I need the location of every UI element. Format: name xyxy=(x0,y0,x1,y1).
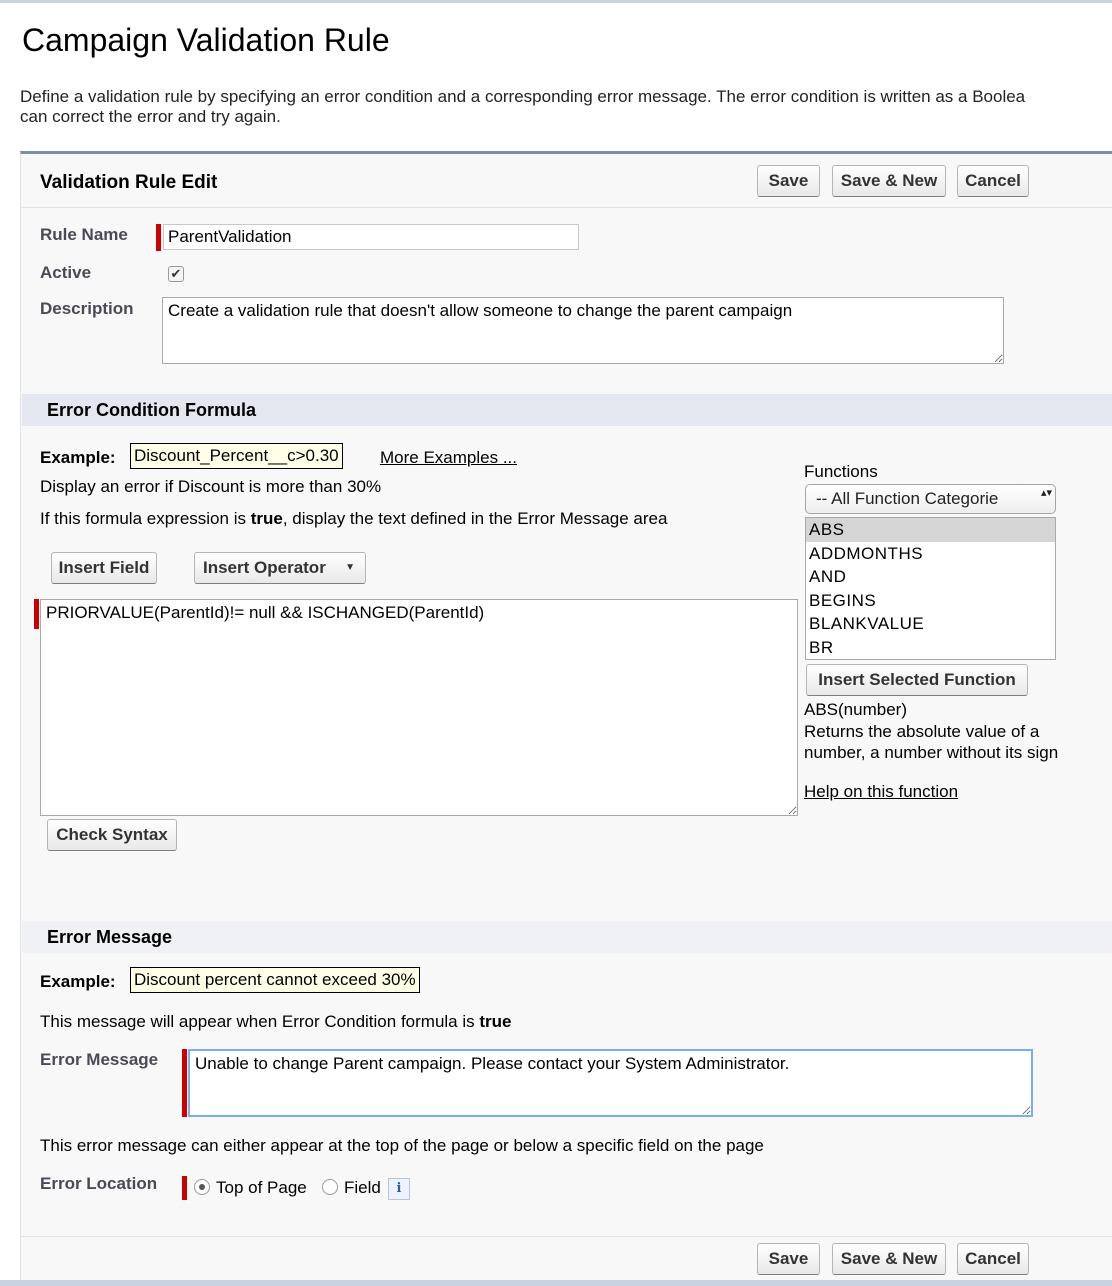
error-message-label: Error Message xyxy=(40,1050,159,1069)
error-message-required-indicator xyxy=(182,1049,187,1117)
top-border xyxy=(0,0,1112,3)
error-location-required-indicator xyxy=(182,1176,187,1200)
formula-explanation-true: true xyxy=(250,509,283,528)
message-example-value: Discount percent cannot exceed 30% xyxy=(130,967,420,993)
page-description-line-1: Define a validation rule by specifying an error condition and a corresponding error message. The error condition is written as a Boolea xyxy=(20,87,1026,106)
cancel-button-bottom[interactable]: Cancel xyxy=(957,1243,1029,1275)
field-option-label[interactable]: Field xyxy=(344,1178,381,1197)
active-label: Active xyxy=(40,263,92,282)
function-option-abs[interactable]: ABS xyxy=(806,518,1055,542)
error-condition-section-header xyxy=(22,394,1112,426)
save-and-new-button-bottom[interactable]: Save & New xyxy=(832,1243,946,1275)
bottom-border xyxy=(0,1280,1112,1286)
help-on-function-link[interactable]: Help on this function xyxy=(804,782,959,801)
function-option-blankvalue[interactable]: BLANKVALUE xyxy=(809,614,925,633)
error-message-textarea[interactable] xyxy=(188,1049,1033,1117)
rule-name-label: Rule Name xyxy=(40,225,128,244)
select-arrows-icon: ▴▾ xyxy=(1041,487,1053,499)
error-location-label: Error Location xyxy=(40,1174,158,1193)
function-option-and[interactable]: AND xyxy=(809,567,847,586)
description-label: Description xyxy=(40,299,134,318)
info-icon[interactable]: i xyxy=(388,1178,410,1200)
rule-name-input[interactable] xyxy=(163,224,579,250)
message-info xyxy=(40,1012,511,1032)
save-button-top[interactable]: Save xyxy=(757,165,820,197)
formula-required-indicator xyxy=(34,599,39,629)
save-and-new-button-top[interactable]: Save & New xyxy=(832,165,946,197)
message-info-prefix: This message will appear when Error Condition formula is xyxy=(40,1012,480,1031)
field-radio[interactable] xyxy=(322,1179,338,1195)
more-examples-link[interactable]: More Examples ... xyxy=(380,448,517,467)
top-of-page-radio[interactable] xyxy=(194,1179,210,1195)
validation-rule-edit-panel xyxy=(20,151,1112,1280)
formula-example-description: Display an error if Discount is more than 30% xyxy=(40,477,382,496)
message-info-true: true xyxy=(479,1012,512,1031)
function-description-line-2: number, a number without its sign xyxy=(804,743,1059,762)
insert-operator-button[interactable] xyxy=(194,552,366,584)
description-textarea[interactable] xyxy=(162,297,1004,364)
error-location-info: This error message can either appear at the top of the page or below a specific field on the page xyxy=(40,1136,764,1155)
function-description-line-1: Returns the absolute value of a xyxy=(804,722,1040,741)
required-indicator xyxy=(156,224,161,251)
functions-listbox[interactable] xyxy=(805,517,1056,660)
page-description-line-2: can correct the error and try again. xyxy=(20,107,281,126)
function-option-begins[interactable]: BEGINS xyxy=(809,590,877,610)
error-message-section-header xyxy=(22,921,1112,953)
function-option-addmonths[interactable]: ADDMONTHS xyxy=(809,543,924,563)
panel-title: Validation Rule Edit xyxy=(40,172,218,193)
error-condition-section-title: Error Condition Formula xyxy=(47,400,256,420)
insert-selected-function-button[interactable]: Insert Selected Function xyxy=(806,664,1028,696)
formula-explanation-suffix: , display the text defined in the Error Message area xyxy=(282,509,668,528)
message-example-label: Example: xyxy=(40,972,116,991)
formula-example-label: Example: xyxy=(40,448,116,467)
check-syntax-button[interactable]: Check Syntax xyxy=(47,819,177,851)
formula-explanation-prefix: If this formula expression is xyxy=(40,509,251,528)
formula-textarea[interactable] xyxy=(40,599,798,816)
top-of-page-label[interactable]: Top of Page xyxy=(216,1178,307,1197)
formula-example-value: Discount_Percent__c>0.30 xyxy=(130,443,343,469)
active-checkbox[interactable]: ✔ xyxy=(168,266,184,282)
footer-divider xyxy=(21,1236,1112,1237)
insert-operator-label: Insert Operator xyxy=(203,558,326,577)
formula-explanation xyxy=(40,509,667,529)
cancel-button-top[interactable]: Cancel xyxy=(957,165,1029,197)
chevron-down-icon: ▼ xyxy=(345,562,355,573)
function-category-select[interactable] xyxy=(805,484,1056,514)
error-message-section-title: Error Message xyxy=(47,927,173,947)
page-description xyxy=(20,87,1112,127)
function-option-br[interactable]: BR xyxy=(809,637,834,657)
panel-header xyxy=(21,154,1112,208)
function-signature: ABS(number) xyxy=(804,700,907,719)
function-category-value: -- All Function Categorie xyxy=(816,489,999,508)
page-title: Campaign Validation Rule xyxy=(22,22,390,58)
save-button-bottom[interactable]: Save xyxy=(757,1243,820,1275)
insert-field-button[interactable]: Insert Field xyxy=(51,552,157,584)
functions-label: Functions xyxy=(804,462,878,481)
